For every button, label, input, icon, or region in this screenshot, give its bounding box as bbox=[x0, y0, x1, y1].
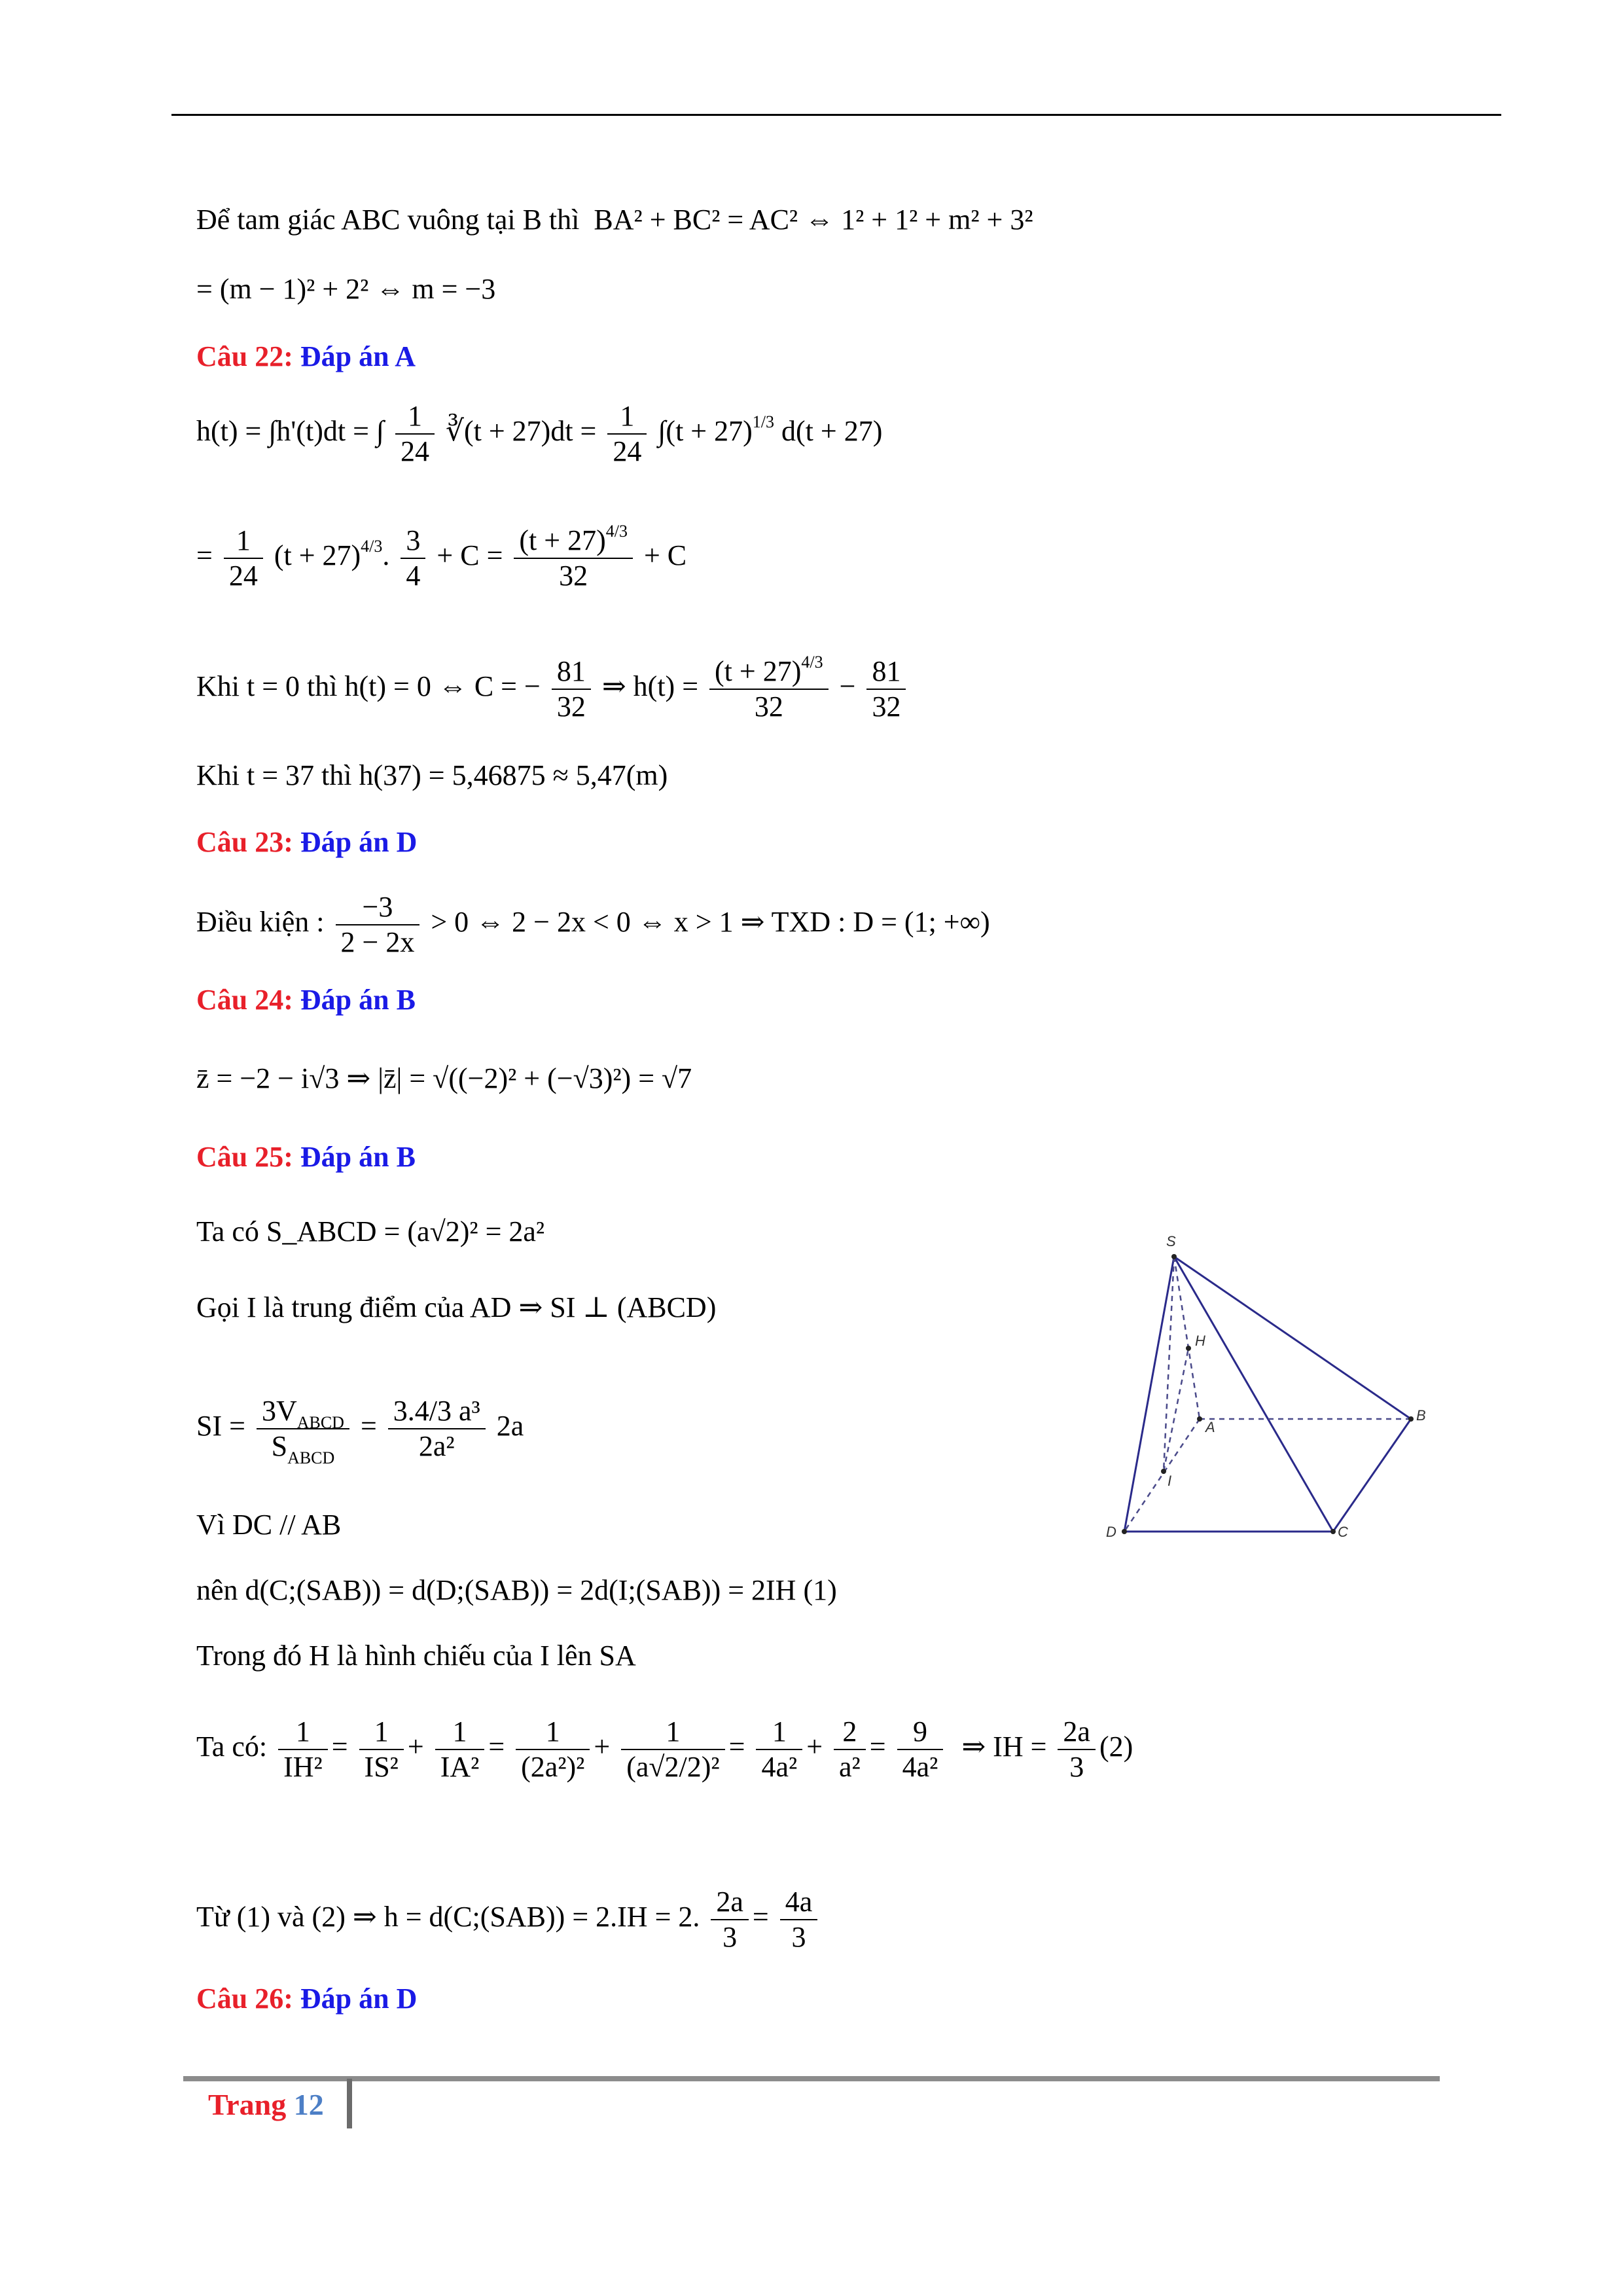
c22-line-1: h(t) = ∫h'(t)dt = ∫ $\frac{1}{24}$ ∛(t + 27)dt = $\frac{1}{24}$ $\int(t + 27)^{1/3}$ d(t + 27) bbox=[196, 400, 883, 467]
frac-3-4: $\frac{3}{4}$ bbox=[401, 524, 425, 593]
label-H: H bbox=[1195, 1333, 1205, 1349]
frac-1-24-b: $\frac{1}{24}$ bbox=[607, 399, 647, 469]
question-25-heading: Câu 25: Đáp án B bbox=[196, 1141, 416, 1173]
frac-3v-s: $\frac{3V_{ABCD}}{S_{ABCD}}$ bbox=[257, 1394, 349, 1463]
c23-line-1: Điều kiện : $\frac{-3}{2 - 2x}$ > 0 ⇔ 2 − 2x < 0 ⇔ x > 1 ⇒ TXD : D = (1; +∞) bbox=[196, 891, 990, 958]
footer-divider bbox=[347, 2079, 352, 2128]
page-number: Trang 12 bbox=[208, 2088, 324, 2121]
question-24-heading: Câu 24: Đáp án B bbox=[196, 984, 416, 1016]
question-23-heading: Câu 23: Đáp án D bbox=[196, 826, 418, 858]
label-D: D bbox=[1106, 1524, 1116, 1538]
c25-line-6: Trong đó H là hình chiếu của I lên SA bbox=[196, 1640, 636, 1672]
label-I: I bbox=[1168, 1473, 1172, 1489]
edge-CB bbox=[1333, 1419, 1411, 1532]
frac-neg3: $\frac{-3}{2 - 2x}$ bbox=[336, 890, 420, 960]
c25-line-5: nên d(C;(SAB)) = d(D;(SAB)) = 2d(I;(SAB)) = 2IH (1) bbox=[196, 1574, 837, 1606]
edge-AD bbox=[1124, 1419, 1200, 1532]
c25-line-2: Gọi I là trung điểm của AD ⇒ SI ⊥ (ABCD) bbox=[196, 1291, 717, 1323]
frac-1-24: $\frac{1}{24}$ bbox=[395, 399, 435, 469]
frac-t27-32-b: $\frac{(t + 27)^{4/3}}{32}$ bbox=[709, 655, 829, 724]
label-S: S bbox=[1166, 1233, 1176, 1249]
c25-line-7: Ta có: $\frac{1}{\text{IH²}}$ = $\frac{1}{\text{IS²}}$ + $\frac{1}{\text{IA²}}$ = $\frac{1}{\text{(2a²)²}}$ + $\frac{1}{\text{(a√2/2)²}}$ = $\frac{1}{\text{4a²}}$ + $\frac{2}{\text{a²}}$ = $\frac{9}{\text{4a²}}$ ⇒ IH = $\frac{2a}{3}$ (2) bbox=[196, 1715, 1133, 1783]
frac-81-32: $\frac{81}{32}$ bbox=[552, 655, 591, 724]
text-line-1: Để tam giác ABC vuông tại B thì BA² + BC² = AC² ⇔ 1² + 1² + m² + 3² bbox=[196, 204, 1033, 236]
frac-4a3-2a2: $\frac{\text{3.4/3 a³}}{\text{2a²}}$ bbox=[388, 1394, 486, 1463]
c22-line-4: Khi t = 37 thì h(37) = 5,46875 ≈ 5,47(m) bbox=[196, 759, 668, 791]
label-A: A bbox=[1205, 1419, 1215, 1435]
header-rule bbox=[171, 114, 1501, 116]
c25-line-3: SI = $\frac{3V_{ABCD}}{S_{ABCD}}$ = $\frac{\text{3.4/3 a³}}{\text{2a²}}$ 2a bbox=[196, 1395, 524, 1467]
label-B: B bbox=[1416, 1407, 1426, 1424]
c25-line-1: Ta có S_ABCD = (a√2)² = 2a² bbox=[196, 1215, 545, 1247]
frac-t27-32: $\frac{(t + 27)^{4/3}}{32}$ bbox=[514, 524, 633, 593]
c22-line-2: = $\frac{1}{24}$ $(t + 27)^{4/3}$. $\frac{3}{4}$ + C = $\frac{(t + 27)^{4/3}}{32}$ + C bbox=[196, 522, 687, 592]
text-line-2: = (m − 1)² + 2² ⇔ m = −3 bbox=[196, 273, 496, 305]
label-C: C bbox=[1338, 1524, 1348, 1538]
c25-line-4: Vì DC // AB bbox=[196, 1509, 342, 1541]
c24-line-1: z̄ = −2 − i√3 ⇒ |z̄| = √((−2)² + (−√3)²) = √7 bbox=[196, 1062, 692, 1094]
footer-rule bbox=[183, 2076, 1440, 2081]
question-26-heading: Câu 26: Đáp án D bbox=[196, 1982, 418, 2015]
frac-81-32-b: $\frac{81}{32}$ bbox=[866, 655, 906, 724]
edge-SB bbox=[1174, 1257, 1411, 1419]
c25-line-8: Từ (1) và (2) ⇒ h = d(C;(SAB)) = 2.IH = 2. $\frac{2a}{3}$ = $\frac{4a}{3}$ bbox=[196, 1885, 821, 1954]
question-22-heading: Câu 22: Đáp án A bbox=[196, 340, 416, 372]
edge-SC bbox=[1174, 1257, 1333, 1532]
c22-line-3: Khi t = 0 thì h(t) = 0 ⇔ C = − $\frac{81}{32}$ ⇒ h(t) = $\frac{(t + 27)^{4/3}}{32}$ − $\frac{81}{32}$ bbox=[196, 655, 910, 724]
pyramid-figure bbox=[1093, 1224, 1433, 1538]
frac-1-24-c: $\frac{1}{24}$ bbox=[224, 524, 263, 593]
